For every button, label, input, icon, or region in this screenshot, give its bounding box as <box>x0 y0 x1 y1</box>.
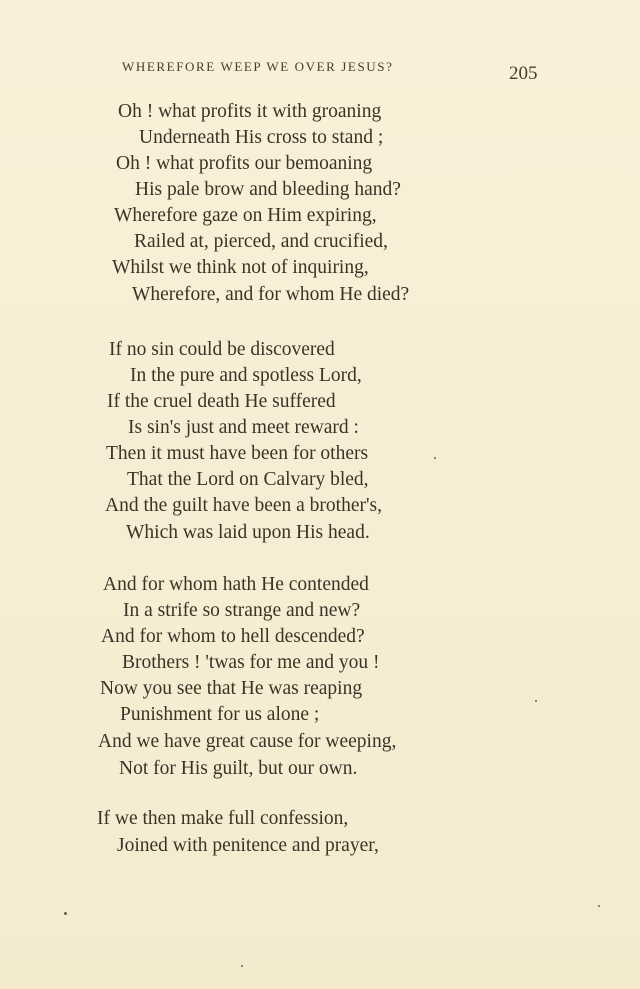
print-speck <box>434 457 436 459</box>
poem-line: And we have great cause for weeping, <box>98 731 397 752</box>
poem-line: Whilst we think not of inquiring, <box>112 257 369 278</box>
poem-line: Wherefore, and for whom He died? <box>132 284 410 305</box>
poem-line: Oh ! what profits it with groaning <box>118 101 382 122</box>
poem-line: Now you see that He was reaping <box>100 678 363 699</box>
poem-line: Punishment for us alone ; <box>120 704 320 725</box>
print-speck <box>598 905 600 907</box>
print-speck <box>535 700 537 702</box>
poem-line: Which was laid upon His head. <box>126 522 370 543</box>
poem-line: Brothers ! 'twas for me and you ! <box>122 652 380 673</box>
running-head: WHEREFORE WEEP WE OVER JESUS? <box>122 59 394 74</box>
poem-line: Oh ! what profits our bemoaning <box>116 153 373 174</box>
poem-line: Railed at, pierced, and crucified, <box>134 231 388 252</box>
poem-line: In the pure and spotless Lord, <box>130 365 362 386</box>
poem-line: In a strife so strange and new? <box>123 600 361 621</box>
poem-line: If the cruel death He suffered <box>107 391 336 412</box>
poem-line: Then it must have been for others <box>106 443 369 464</box>
page-number: 205 <box>509 63 538 84</box>
poem-line: If no sin could be discovered <box>109 339 335 360</box>
print-speck <box>241 965 243 967</box>
poem-line: Not for His guilt, but our own. <box>119 758 358 779</box>
poem-line: Wherefore gaze on Him expiring, <box>114 205 377 226</box>
poem-line: That the Lord on Calvary bled, <box>127 469 369 490</box>
poem-line: Underneath His cross to stand ; <box>139 127 384 148</box>
print-speck <box>64 912 67 915</box>
poem-line: If we then make full confession, <box>97 808 349 829</box>
poem-line: And for whom hath He contended <box>103 574 369 595</box>
poem-line: And for whom to hell descended? <box>101 626 365 647</box>
poem-line: His pale brow and bleeding hand? <box>135 179 401 200</box>
poem-line: And the guilt have been a brother's, <box>105 495 382 516</box>
poem-line: Joined with penitence and prayer, <box>117 835 379 856</box>
poem-line: Is sin's just and meet reward : <box>128 417 359 438</box>
